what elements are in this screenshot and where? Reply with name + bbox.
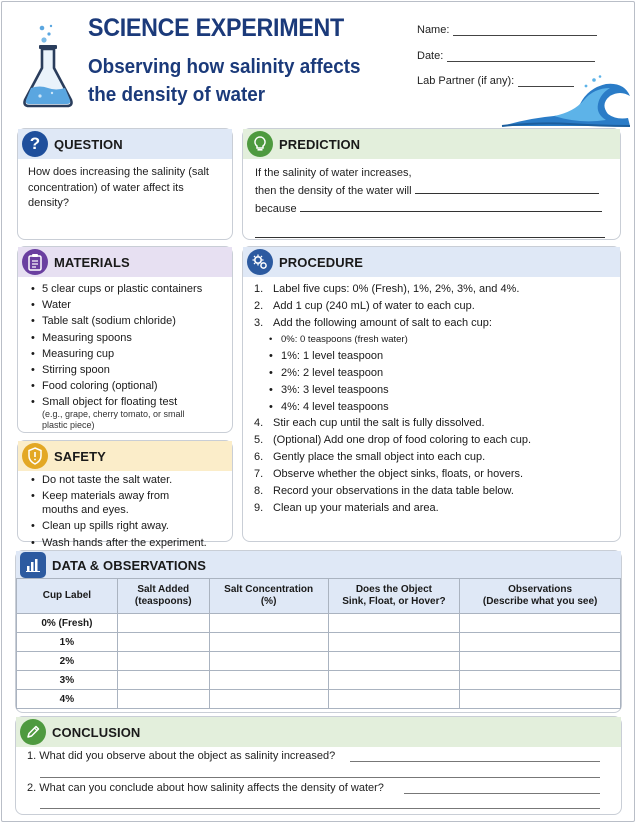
materials-heading: MATERIALS bbox=[54, 254, 130, 270]
list-item: • 0%: 0 teaspoons (fresh water) bbox=[253, 332, 613, 347]
table-cell[interactable] bbox=[117, 614, 209, 633]
question-card bbox=[17, 128, 233, 240]
data-header bbox=[16, 551, 621, 579]
prediction-header bbox=[243, 129, 620, 159]
prediction-blank-2[interactable] bbox=[300, 210, 602, 212]
lab-partner-label: Lab Partner (if any): bbox=[417, 75, 515, 87]
list-item: 5. (Optional) Add one drop of food coloring to each cup. bbox=[254, 434, 532, 446]
safety-list bbox=[27, 473, 227, 552]
table-cell[interactable] bbox=[117, 671, 209, 690]
list-item: 9. Clean up your materials and area. bbox=[254, 502, 439, 514]
list-item: 2. Add 1 cup (240 mL) of water to each cup. bbox=[254, 300, 475, 312]
conclusion-q2: 2. What can you conclude about how salinity affects the density of water? bbox=[27, 782, 384, 794]
column-header: Salt Concentration (%) bbox=[209, 579, 328, 614]
list-item: • Stirring spoon bbox=[27, 363, 227, 377]
procedure-heading: PROCEDURE bbox=[279, 254, 363, 270]
materials-card bbox=[17, 246, 233, 433]
procedure-card bbox=[242, 246, 621, 542]
cup-label: 1% bbox=[17, 633, 118, 652]
list-item: 4. Stir each cup until the salt is fully dissolved. bbox=[254, 417, 485, 429]
table-cell[interactable] bbox=[117, 690, 209, 709]
list-item: • Table salt (sodium chloride) bbox=[27, 314, 227, 328]
prediction-line-1: If the salinity of water increases, bbox=[255, 167, 412, 179]
question-mark-icon: ? bbox=[22, 131, 48, 157]
conclusion-header bbox=[16, 717, 621, 747]
materials-list bbox=[27, 282, 227, 431]
procedure-list-continued bbox=[253, 416, 613, 518]
list-item: 7. Observe whether the object sinks, floats, or hovers. bbox=[254, 468, 524, 480]
list-item: 1. Label five cups: 0% (Fresh), 1%, 2%, 3%, and 4%. bbox=[254, 283, 520, 295]
prediction-heading: PREDICTION bbox=[279, 136, 361, 152]
shield-icon bbox=[22, 443, 48, 469]
prediction-line-3: because bbox=[255, 203, 297, 215]
list-item: 3. Add the following amount of salt to each cup: bbox=[254, 317, 492, 329]
table-row bbox=[17, 633, 621, 652]
question-heading: QUESTION bbox=[54, 136, 123, 152]
table-cell[interactable] bbox=[328, 690, 460, 709]
conclusion-q2-blank[interactable] bbox=[404, 793, 600, 794]
cup-label: 2% bbox=[17, 652, 118, 671]
list-item: • 1%: 1 level teaspoon bbox=[253, 349, 613, 364]
list-item: • 4%: 4 level teaspoons bbox=[253, 400, 613, 415]
safety-header bbox=[18, 441, 232, 471]
table-cell[interactable] bbox=[460, 652, 621, 671]
list-item: • Measuring cup bbox=[27, 347, 227, 361]
data-heading: DATA & OBSERVATIONS bbox=[52, 557, 207, 573]
table-cell[interactable] bbox=[460, 633, 621, 652]
materials-floating-object: Small object for floating test bbox=[42, 396, 178, 409]
column-header: Does the Object Sink, Float, or Hover? bbox=[328, 579, 460, 614]
list-item: 6. Gently place the small object into each cup. bbox=[254, 451, 486, 463]
table-cell[interactable] bbox=[328, 652, 460, 671]
conclusion-q1-blank-2[interactable] bbox=[40, 777, 600, 778]
table-cell[interactable] bbox=[460, 614, 621, 633]
table-cell[interactable] bbox=[209, 652, 328, 671]
safety-card bbox=[17, 440, 233, 549]
table-row bbox=[17, 652, 621, 671]
table-cell[interactable] bbox=[117, 633, 209, 652]
cup-label: 3% bbox=[17, 671, 118, 690]
question-header bbox=[18, 129, 232, 159]
list-item: • Keep materials away from mouths and eyes. bbox=[27, 489, 182, 517]
conclusion-heading: CONCLUSION bbox=[52, 724, 141, 740]
list-item bbox=[27, 395, 227, 431]
prediction-blank-1[interactable] bbox=[415, 192, 599, 194]
procedure-list bbox=[253, 282, 613, 333]
list-item: • Clean up spills right away. bbox=[27, 519, 227, 533]
table-cell[interactable] bbox=[117, 652, 209, 671]
table-cell[interactable] bbox=[209, 671, 328, 690]
prediction-blank-3[interactable] bbox=[255, 236, 605, 238]
table-cell[interactable] bbox=[209, 614, 328, 633]
prediction-body bbox=[255, 166, 615, 243]
table-cell[interactable] bbox=[460, 690, 621, 709]
wave-icon bbox=[500, 74, 632, 128]
page-subtitle: Observing how salinity affects the density of water bbox=[88, 55, 361, 106]
salt-amounts-list bbox=[253, 332, 613, 417]
cup-label: 4% bbox=[17, 690, 118, 709]
bar-chart-icon bbox=[20, 552, 46, 578]
conclusion-card bbox=[15, 716, 622, 815]
materials-header bbox=[18, 247, 232, 277]
question-text: How does increasing the salinity (salt concentration) of water affect its density? bbox=[28, 166, 209, 209]
conclusion-q1-blank[interactable] bbox=[350, 761, 600, 762]
safety-heading: SAFETY bbox=[54, 448, 106, 464]
list-item: • Do not taste the salt water. bbox=[27, 473, 227, 487]
clipboard-icon bbox=[22, 249, 48, 275]
list-item: • Water bbox=[27, 298, 227, 312]
lightbulb-icon bbox=[247, 131, 273, 157]
name-field[interactable] bbox=[417, 24, 597, 36]
flask-icon bbox=[20, 22, 76, 110]
conclusion-q1: 1. What did you observe about the object as salinity increased? bbox=[27, 750, 336, 762]
cup-label: 0% (Fresh) bbox=[17, 614, 118, 633]
list-item: • 3%: 3 level teaspoons bbox=[253, 383, 613, 398]
list-item: • Measuring spoons bbox=[27, 331, 227, 345]
table-row bbox=[17, 614, 621, 633]
table-row bbox=[17, 671, 621, 690]
list-item: • Wash hands after the experiment. bbox=[27, 536, 227, 550]
prediction-line-2: then the density of the water will bbox=[255, 184, 412, 197]
page-title: SCIENCE EXPERIMENT bbox=[88, 14, 344, 42]
list-item: 8. Record your observations in the data table below. bbox=[254, 485, 514, 497]
table-cell[interactable] bbox=[209, 690, 328, 709]
table-header-row bbox=[17, 579, 621, 614]
column-header: Observations (Describe what you see) bbox=[460, 579, 621, 614]
data-table bbox=[16, 578, 621, 709]
prediction-card bbox=[242, 128, 621, 240]
materials-note: (e.g., grape, cherry tomato, or small plastic piece) bbox=[42, 409, 185, 431]
table-cell[interactable] bbox=[460, 671, 621, 690]
table-cell[interactable] bbox=[328, 614, 460, 633]
table-row bbox=[17, 690, 621, 709]
table-cell[interactable] bbox=[328, 671, 460, 690]
list-item: • 5 clear cups or plastic containers bbox=[27, 282, 227, 296]
column-header: Cup Label bbox=[17, 579, 118, 614]
list-item: • 2%: 2 level teaspoon bbox=[253, 366, 613, 381]
column-header: Salt Added (teaspoons) bbox=[117, 579, 209, 614]
pencil-icon bbox=[20, 719, 46, 745]
name-label: Name: bbox=[417, 24, 450, 36]
name-line[interactable] bbox=[453, 34, 597, 36]
table-cell[interactable] bbox=[328, 633, 460, 652]
list-item: • Food coloring (optional) bbox=[27, 379, 227, 393]
conclusion-q2-blank-2[interactable] bbox=[40, 808, 600, 809]
date-field[interactable] bbox=[417, 50, 595, 62]
date-line[interactable] bbox=[447, 60, 595, 62]
gears-icon bbox=[247, 249, 273, 275]
table-cell[interactable] bbox=[209, 633, 328, 652]
procedure-header bbox=[243, 247, 620, 277]
date-label: Date: bbox=[417, 50, 444, 62]
